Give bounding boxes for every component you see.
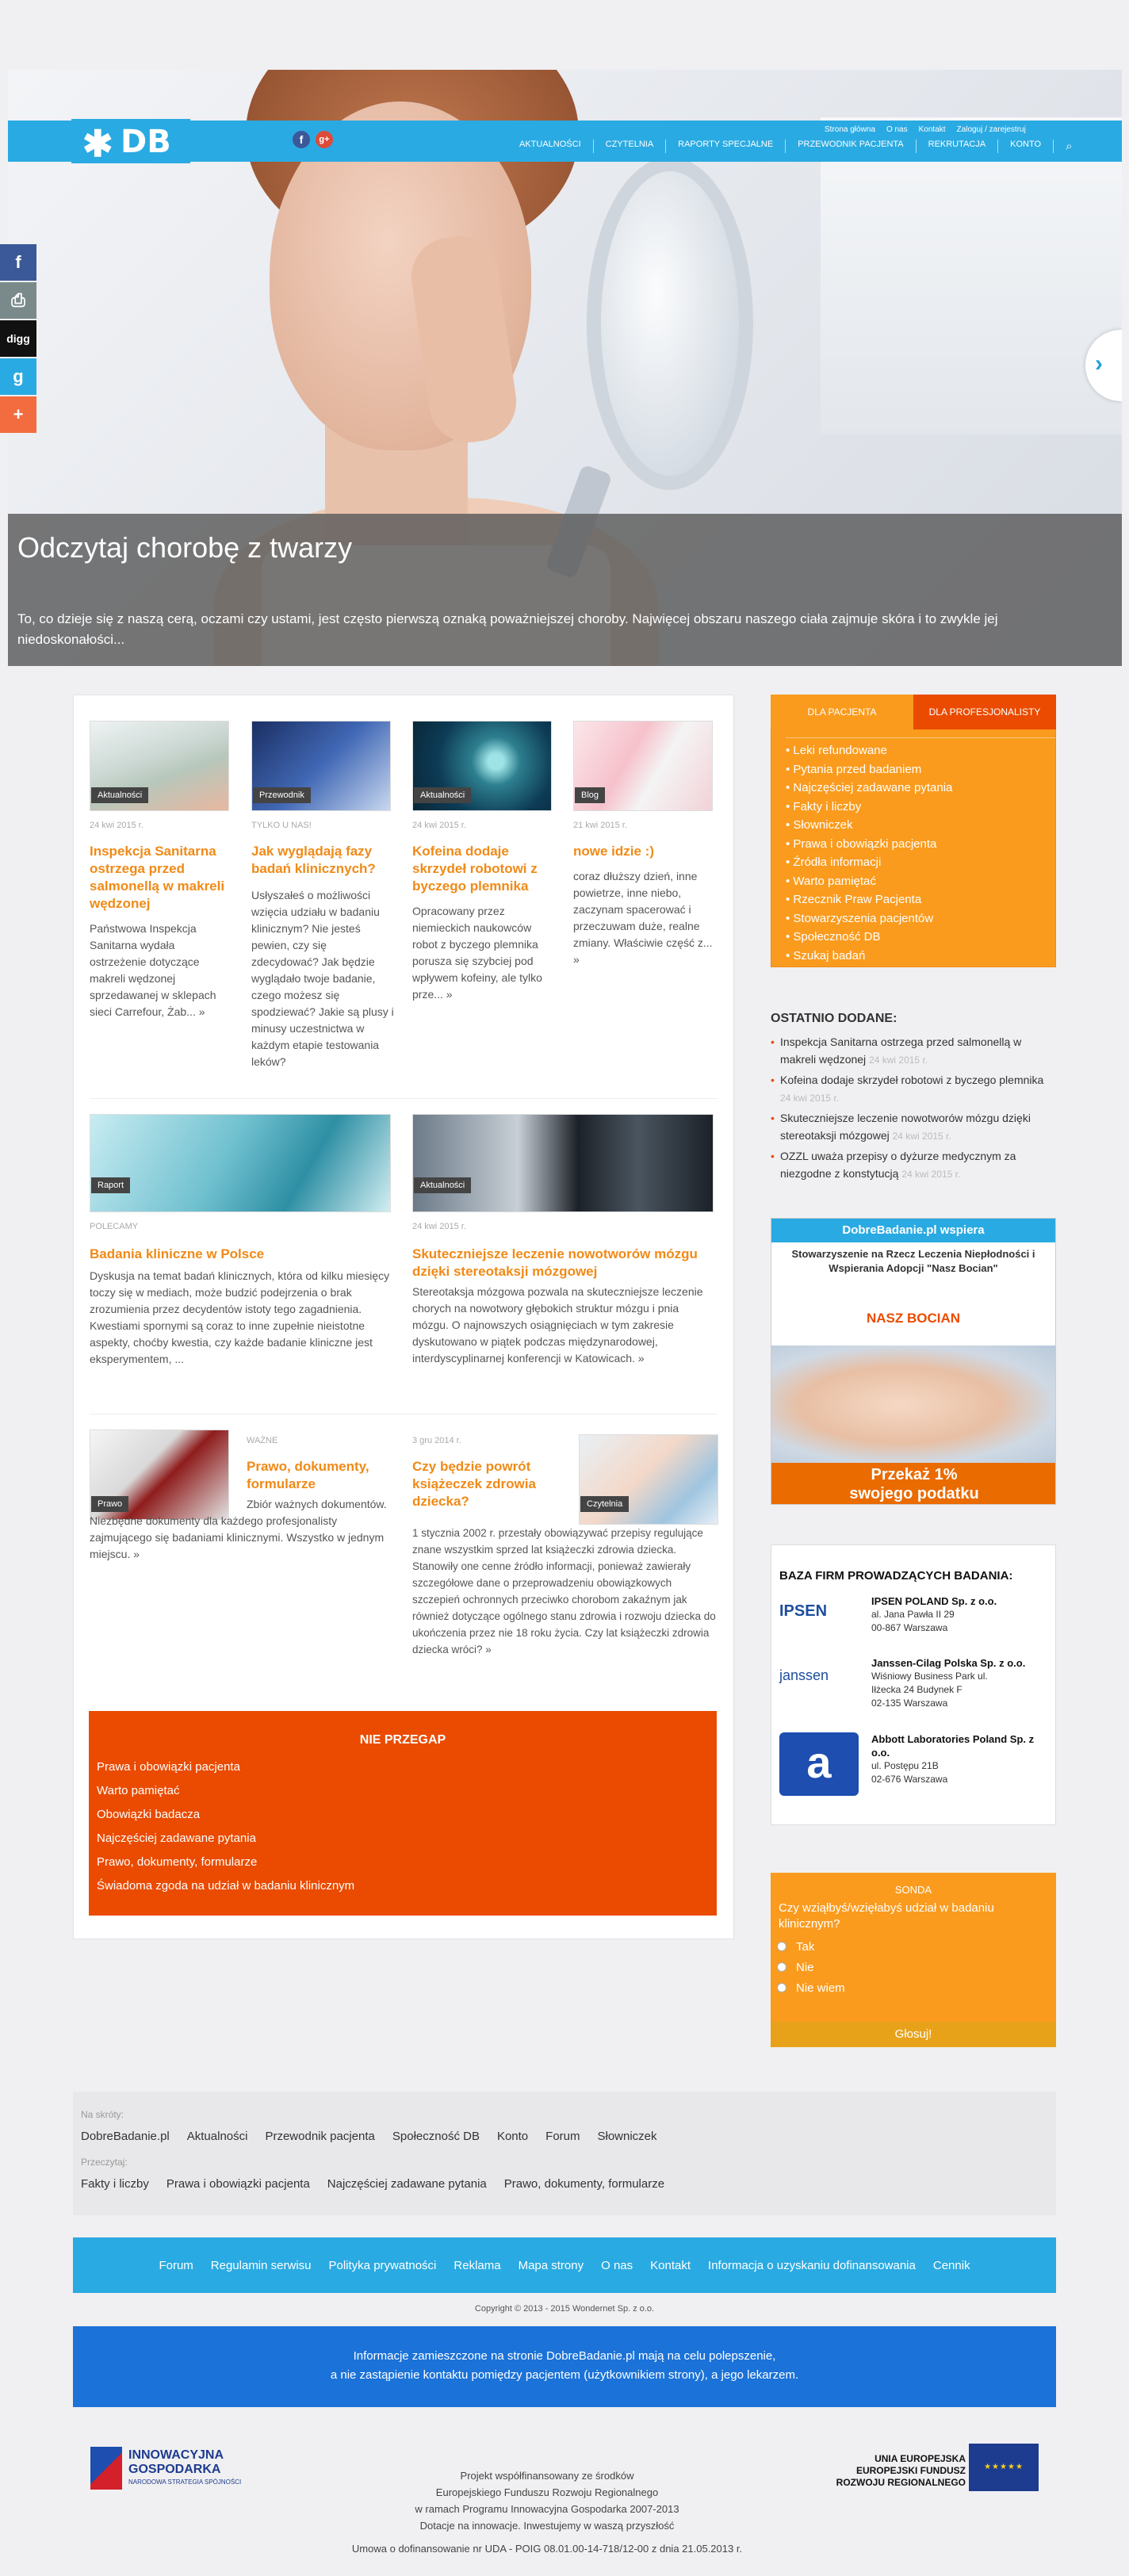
article-image[interactable] xyxy=(412,1114,714,1212)
link-about[interactable]: O nas xyxy=(886,125,908,134)
recent-date: 24 kwi 2015 r. xyxy=(780,1093,840,1104)
google-plus-icon[interactable]: g+ xyxy=(316,131,333,148)
article-date: WAŻNE xyxy=(247,1436,278,1445)
footer-link[interactable]: Mapa strony xyxy=(518,2258,584,2272)
nav-rekrutacja[interactable]: REKRUTACJA xyxy=(916,140,998,153)
patient-link[interactable]: • Szukaj badań xyxy=(786,947,1055,966)
article-tag[interactable]: Aktualności xyxy=(414,1177,471,1193)
footer-link[interactable]: Forum xyxy=(159,2258,193,2272)
innowacyjna-gospodarka-logo: INNOWACYJNA GOSPODARKA NARODOWA STRATEGIA SPÓJNOŚCI xyxy=(90,2442,257,2498)
share-more-icon[interactable]: + xyxy=(0,396,36,433)
article-excerpt: Państwowa Inspekcja Sanitarna wydała ostrzeżenie dotyczące makreli wędzonej sprzedawanej w sklepach sieci Carrefour, Żab... » xyxy=(90,922,216,1018)
article-image[interactable] xyxy=(90,1114,391,1212)
article-excerpt: Zbiór ważnych dokumentów. Niezbędne dokumenty dla każdego profesjonalisty zajmującego się badaniami klinicznymi. Wszystko w jednym miejscu. » xyxy=(90,1498,387,1560)
article-title[interactable]: Kofeina dodaje skrzydeł robotowi z byczego plemnika xyxy=(412,844,538,894)
top-links xyxy=(825,125,1026,134)
patient-links xyxy=(771,729,1056,967)
radio-icon xyxy=(777,1983,786,1992)
tab-dla-profesjonalisty[interactable]: DLA PROFESJONALISTY xyxy=(913,695,1056,729)
shortcut-link[interactable]: Aktualności xyxy=(186,2130,248,2143)
nav-czytelnia[interactable]: CZYTELNIA xyxy=(593,140,666,153)
patient-link[interactable]: • Najczęściej zadawane pytania xyxy=(786,779,1055,798)
nie-przegap-link[interactable]: Warto pamiętać xyxy=(97,1784,180,1797)
shortcut-link[interactable]: Społeczność DB xyxy=(392,2130,480,2143)
recent-item[interactable]: • OZZL uważa przepisy o dyżurze medycznym za niezgodne z konstytucją 24 kwi 2015 r. xyxy=(771,1147,1056,1183)
article-date: 24 kwi 2015 r. xyxy=(90,821,144,830)
recent-date: 24 kwi 2015 r. xyxy=(869,1055,928,1066)
article-tag[interactable]: Aktualności xyxy=(414,787,471,803)
footer-link[interactable]: Polityka prywatności xyxy=(328,2258,437,2272)
article-excerpt: 1 stycznia 2002 r. przestały obowiązywać przepisy regulujące znane wszystkim sprzed lat książeczki zdrowia dziecka. Stanowiły one cenne źródło informacji, ponieważ zawierały szczegółowe dane o przeprowadzeniu obowiązkowych szczepień ochronnych przeciwko chorobom zakaźnym jak również dotyczące ogólnego stanu zdrowia i rozwoju dziecka do ukończenia przez nie 18 roku życia. Czy lat książeczki zdrowia dziecka wróci? » xyxy=(412,1527,716,1655)
tab-dla-pacjenta[interactable]: DLA PACJENTA xyxy=(771,695,913,729)
patient-link[interactable]: • Fakty i liczby xyxy=(786,798,1055,817)
article-title[interactable]: Skuteczniejsze leczenie nowotworów mózgu dzięki stereotaksji mózgowej xyxy=(412,1246,698,1279)
share-google-icon[interactable]: g xyxy=(0,358,36,395)
article-title[interactable]: Jak wyglądają fazy badań klinicznych? xyxy=(251,844,376,876)
eu-flag-icon: ★★★★★ xyxy=(969,2444,1039,2491)
radio-icon xyxy=(777,1942,786,1951)
poll-option-no[interactable]: Nie xyxy=(777,1958,1056,1978)
share-digg-icon[interactable]: digg xyxy=(0,320,36,357)
article-tag[interactable]: Czytelnia xyxy=(580,1496,629,1512)
patient-link[interactable]: • Społeczność DB xyxy=(786,928,1055,947)
nie-przegap-link[interactable]: Prawo, dokumenty, formularze xyxy=(97,1855,258,1869)
patient-link[interactable]: • Pytania przed badaniem xyxy=(786,760,1055,779)
article-tag[interactable]: Blog xyxy=(575,787,605,803)
article-excerpt: Opracowany przez niemieckich naukowców robot z byczego plemnika porusza się szybciej pod wpływem kofeiny, ale tylko prze... » xyxy=(412,905,542,1001)
footer-link[interactable]: Cennik xyxy=(932,2258,970,2272)
copyright: Copyright © 2013 - 2015 Wondernet Sp. z o.o. xyxy=(474,2304,655,2314)
hero-caption[interactable] xyxy=(8,514,1122,666)
article-date: 3 gru 2014 r. xyxy=(412,1436,461,1445)
nav-aktualnosci[interactable]: AKTUALNOŚCI xyxy=(519,140,581,149)
link-login[interactable]: Zaloguj / zarejestruj xyxy=(956,125,1026,134)
article-title[interactable]: Prawo, dokumenty, formularze xyxy=(247,1459,369,1491)
article-title[interactable]: nowe idzie :) xyxy=(573,844,654,859)
article-excerpt: Usłyszałeś o możliwości wzięcia udziału w badaniu klinicznym? Nie jesteś pewien, czy się zdecydować? Jak będzie wyglądało twoje badanie, czego możesz się spodziewać? Jakie są plusy i minusy uczestnictwa w każdym etapie testowania leków? xyxy=(251,889,394,1068)
article-date: POLECAMY xyxy=(90,1222,139,1231)
article-date: 24 kwi 2015 r. xyxy=(412,1222,466,1231)
recent-title: OSTATNIO DODANE: xyxy=(771,1012,897,1025)
share-print-icon[interactable]: ⎙ xyxy=(0,282,36,319)
ad-org: Stowarzyszenie na Rzecz Leczenia Niepłodności i Wspierania Adopcji "Nasz Bocian" xyxy=(791,1248,1035,1274)
patient-link[interactable]: • Leki refundowane xyxy=(786,741,1055,760)
divider xyxy=(90,1098,718,1099)
nie-przegap-box xyxy=(89,1711,717,1916)
article-tag[interactable]: Prawo xyxy=(91,1496,128,1512)
article-date: TYLKO U NAS! xyxy=(251,821,312,830)
audience-tabs xyxy=(771,695,1056,729)
article-excerpt: Stereotaksja mózgowa pozwala na skuteczniejsze leczenie chorych na nowotwory głębokich struktur mózgu i pnia mózgu. O najnowszych osiągnięciach w tym zakresie dyskutowano w piątek podczas międzynarodowej, interdyscyplinarnej konferencji w Katowicach. » xyxy=(412,1285,703,1365)
radio-icon xyxy=(777,1962,786,1972)
nasz-bocian-ad[interactable] xyxy=(771,1218,1056,1505)
article-title[interactable]: Czy będzie powrót książeczek zdrowia dziecka? xyxy=(412,1459,536,1509)
footer-link[interactable]: Informacja o uzyskaniu dofinansowania xyxy=(708,2258,916,2272)
read-link[interactable]: Najczęściej zadawane pytania xyxy=(327,2177,487,2191)
article-tag[interactable]: Przewodnik xyxy=(253,787,311,803)
shortcut-link[interactable]: Konto xyxy=(496,2130,529,2143)
shortcut-link[interactable]: DobreBadanie.pl xyxy=(81,2130,170,2143)
shortcut-link[interactable]: Przewodnik pacjenta xyxy=(265,2130,375,2143)
shortcuts-box xyxy=(73,2092,1056,2215)
poll-option-dontknow[interactable]: Nie wiem xyxy=(777,1978,1056,1999)
recent-item[interactable]: • Skuteczniejsze leczenie nowotworów mózgu dzięki stereotaksji mózgowej 24 kwi 2015 r. xyxy=(771,1109,1056,1145)
article-date: 21 kwi 2015 r. xyxy=(573,821,627,830)
share-facebook-icon[interactable]: f xyxy=(0,244,36,281)
nav-raporty[interactable]: RAPORTY SPECJALNE xyxy=(665,140,785,153)
nie-przegap-link[interactable]: Prawa i obowiązki pacjenta xyxy=(97,1760,240,1774)
nasz-bocian-logo: NASZ BOCIAN xyxy=(866,1311,961,1326)
ig-flag-icon xyxy=(90,2447,122,2490)
nie-przegap-link[interactable]: Najczęściej zadawane pytania xyxy=(97,1832,256,1845)
link-home[interactable]: Strona główna xyxy=(825,125,875,134)
shortcut-link[interactable]: Forum xyxy=(545,2130,580,2143)
vote-button[interactable]: Głosuj! xyxy=(771,2022,1056,2047)
footer-link[interactable]: Kontakt xyxy=(650,2258,691,2272)
hero-background xyxy=(821,117,1122,434)
grant-agreement: Umowa o dofinansowanie nr UDA - POIG 08.01.00-14-718/12-00 z dnia 21.05.2013 r. xyxy=(351,2543,743,2555)
firms-box: BAZA FIRM PROWADZĄCYCH BADANIA: IPSEN IPSEN POLAND Sp. z o.o. al. Jana Pawła II 29 00-867 Warszawa janssen Janssen-Cilag Polska Sp. z o.o. Wiśniowy Business Park ul. Iłżecka 24 Budynek F 02-135 Warszawa a Abbott Laboratories Poland Sp. z o.o. ul. Postępu 21B 02-676 Warszawa xyxy=(771,1544,1056,1825)
logo-figure-icon: ✱ xyxy=(82,123,113,164)
patient-link[interactable]: • Warto pamiętać xyxy=(786,872,1055,891)
article-date: 24 kwi 2015 r. xyxy=(412,821,466,830)
read-link[interactable]: Prawa i obowiązki pacjenta xyxy=(166,2177,310,2191)
read-label: Przeczytaj: xyxy=(81,2157,128,2168)
firms-title: BAZA FIRM PROWADZĄCYCH BADANIA: xyxy=(779,1569,1013,1583)
patient-link[interactable]: • Słowniczek xyxy=(786,816,1055,835)
article-tag[interactable]: Aktualności xyxy=(91,787,148,803)
footer-link[interactable]: O nas xyxy=(601,2258,633,2272)
nav-przewodnik[interactable]: PRZEWODNIK PACJENTA xyxy=(785,140,915,153)
patient-link[interactable]: • Źródła informacji xyxy=(786,853,1055,872)
hero-text: To, co dzieje się z naszą cerą, oczami czy ustami, jest często pierwszą oznaką poważniejszej choroby. Najwięcej obszaru naszego ciała zajmuje skóra i to zwykle jej niedoskonałości... xyxy=(17,611,998,647)
patient-link[interactable]: • Stowarzyszenia pacjentów xyxy=(786,909,1055,928)
ad-footer: Przekaż 1% swojego podatku xyxy=(771,1463,1056,1504)
poll xyxy=(771,1873,1056,2047)
recent-list xyxy=(771,1033,1056,1185)
footer-link[interactable]: Regulamin serwisu xyxy=(210,2258,312,2272)
recent-item[interactable]: • Inspekcja Sanitarna ostrzega przed salmonellą w makreli wędzonej 24 kwi 2015 r. xyxy=(771,1033,1056,1069)
facebook-icon[interactable]: f xyxy=(293,131,310,148)
poll-title: SONDA xyxy=(894,1884,932,1896)
poll-question: Czy wziąłbyś/wzięłabyś udział w badaniu klinicznym? xyxy=(779,1901,994,1931)
eu-logo: UNIA EUROPEJSKA EUROPEJSKI FUNDUSZ ROZWOJU REGIONALNEGO ★★★★★ xyxy=(832,2442,1039,2498)
disclaimer: Informacje zamieszczone na stronie DobreBadanie.pl mają na celu polepszenie, a nie zastąpienie kontaktu pomiędzy pacjentem (użytkownikiem strony), a jego lekarzem. xyxy=(73,2326,1056,2407)
baby-image xyxy=(771,1345,1056,1464)
hero-title[interactable]: Odczytaj chorobę z twarzy xyxy=(17,531,353,564)
article-title[interactable]: Inspekcja Sanitarna ostrzega przed salmonellą w makreli wędzonej xyxy=(90,844,225,911)
patient-link[interactable]: • Prawa i obowiązki pacjenta xyxy=(786,835,1055,854)
poll-option-yes[interactable]: Tak xyxy=(777,1937,1056,1958)
ad-header: DobreBadanie.pl wspiera xyxy=(771,1219,1055,1242)
article-excerpt: coraz dłuższy dzień, inne powietrze, inne niebo, zaczynam spacerować i przeczuwam duże, realne zmiany. Właściwie część z... » xyxy=(573,870,713,966)
footer-nav xyxy=(73,2237,1056,2293)
site-logo[interactable]: ✱ DB xyxy=(71,119,190,163)
main-nav xyxy=(507,140,1084,153)
recent-item[interactable]: • Kofeina dodaje skrzydeł robotowi z byczego plemnika 24 kwi 2015 r. xyxy=(771,1071,1056,1107)
article-title[interactable]: Badania kliniczne w Polsce xyxy=(90,1246,265,1261)
read-link[interactable]: Prawo, dokumenty, formularze xyxy=(503,2177,665,2191)
ipsen-logo: IPSEN xyxy=(779,1602,828,1620)
recent-date: 24 kwi 2015 r. xyxy=(892,1131,951,1142)
article-excerpt: Dyskusja na temat badań klinicznych, która od kilku miesięcy toczy się w mediach, może budzić podejrzenia o brak zrozumienia przez decydentów istoty tego zagadnienia. Kwestiami spornymi są coraz to inne zupełnie nieistotne aspekty, choćby kwestia, czy każde badanie kliniczne jest eksperymentem, ... xyxy=(90,1269,390,1365)
nav-konto[interactable]: KONTO xyxy=(997,140,1053,153)
shortcuts-label: Na skróty: xyxy=(81,2109,124,2120)
eu-project-text: Projekt współfinansowany ze środków Europejskiego Funduszu Rozwoju Regionalnego w ramach Programu Innowacyjna Gospodarka 2007-2013 Dotacje na innowacje. Inwestujemy w waszą przyszłość xyxy=(415,2470,679,2532)
link-contact[interactable]: Kontakt xyxy=(918,125,946,134)
nie-przegap-link[interactable]: Obowiązki badacza xyxy=(97,1808,201,1821)
search-icon[interactable]: ⌕ xyxy=(1053,140,1084,153)
nie-przegap-title: NIE PRZEGAP xyxy=(359,1733,446,1747)
article-tag[interactable]: Raport xyxy=(91,1177,130,1193)
footer-link[interactable]: Reklama xyxy=(454,2258,501,2272)
janssen-logo: janssen xyxy=(779,1667,829,1683)
shortcut-link[interactable]: Słowniczek xyxy=(597,2130,657,2143)
patient-link[interactable]: • Rzecznik Praw Pacjenta xyxy=(786,890,1055,909)
abbott-logo: a xyxy=(779,1732,859,1796)
recent-date: 24 kwi 2015 r. xyxy=(901,1169,961,1180)
nie-przegap-link[interactable]: Świadoma zgoda na udział w badaniu klinicznym xyxy=(97,1879,355,1893)
read-link[interactable]: Fakty i liczby xyxy=(81,2177,149,2191)
chevron-right-icon: › xyxy=(1095,350,1103,377)
